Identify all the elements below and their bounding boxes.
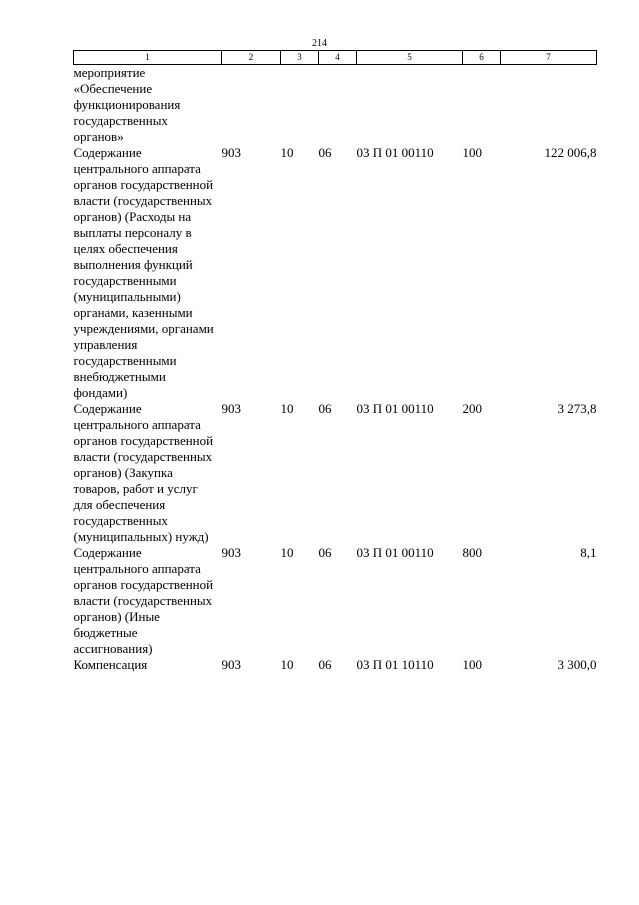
row-expense-type: 800: [462, 545, 482, 560]
column-header-7: 7: [501, 51, 597, 65]
row-target-code: 03 П 01 10110: [356, 657, 434, 672]
row-name: Содержание центрального аппарата органов государственной власти (государственных органов) (Закупка товаров, работ и услуг для обеспечения государственных (муниципальных) нужд): [73, 401, 214, 544]
row-target-code: 03 П 01 00110: [356, 401, 434, 416]
page-number: 214: [312, 38, 327, 49]
row-target-code: 03 П 01 00110: [356, 545, 434, 560]
row-name: Содержание центрального аппарата органов государственной власти (государственных органов) (Иные бюджетные ассигнования): [73, 545, 214, 656]
row-subsection: 06: [318, 545, 332, 560]
row-subsection: 06: [318, 145, 332, 160]
table-row: [74, 401, 597, 545]
column-header-3: 3: [281, 51, 319, 65]
row-admin-code: 903: [221, 657, 241, 672]
row-expense-type: 100: [462, 145, 482, 160]
table-header: [74, 51, 597, 65]
row-subsection: 06: [318, 657, 332, 672]
table-body: [74, 65, 597, 674]
row-section: [281, 65, 319, 146]
row-admin-code: 903: [221, 545, 241, 560]
row-amount: 122 006,8: [544, 145, 597, 160]
row-amount: [501, 65, 597, 146]
row-name: Компенсация: [73, 657, 148, 672]
column-header-1: 1: [74, 51, 222, 65]
table-row: [74, 657, 597, 673]
row-admin-code: [222, 65, 281, 146]
row-expense-type: [463, 65, 501, 146]
row-section: 10: [280, 545, 294, 560]
row-expense-type: 100: [462, 657, 482, 672]
column-header-5: 5: [357, 51, 463, 65]
column-header-4: 4: [319, 51, 357, 65]
row-amount: 3 273,8: [557, 401, 597, 416]
column-header-6: 6: [463, 51, 501, 65]
row-subsection: 06: [318, 401, 332, 416]
column-header-2: 2: [222, 51, 281, 65]
row-section: 10: [280, 657, 294, 672]
row-amount: 8,1: [580, 545, 597, 560]
row-target-code: [357, 65, 463, 146]
row-admin-code: 903: [221, 145, 241, 160]
row-name: Содержание центрального аппарата органов государственной власти (государственных органов) (Расходы на выплаты персоналу в целях обеспечения выполнения функций государственными (муниципальными) органами, казенными учреждениями, органами управления государственными внебюджетными фондами): [73, 145, 214, 400]
row-section: 10: [280, 401, 294, 416]
row-admin-code: 903: [221, 401, 241, 416]
column-number-row: [74, 51, 597, 65]
table-row: [74, 65, 597, 146]
row-target-code: 03 П 01 00110: [356, 145, 434, 160]
row-section: 10: [280, 145, 294, 160]
row-amount: 3 300,0: [557, 657, 597, 672]
row-expense-type: 200: [462, 401, 482, 416]
budget-table: [73, 50, 597, 673]
row-subsection: [319, 65, 357, 146]
table-row: [74, 545, 597, 657]
table-row: [74, 145, 597, 401]
row-name: мероприятие «Обеспечение функционирования государственных органов»: [73, 65, 181, 144]
